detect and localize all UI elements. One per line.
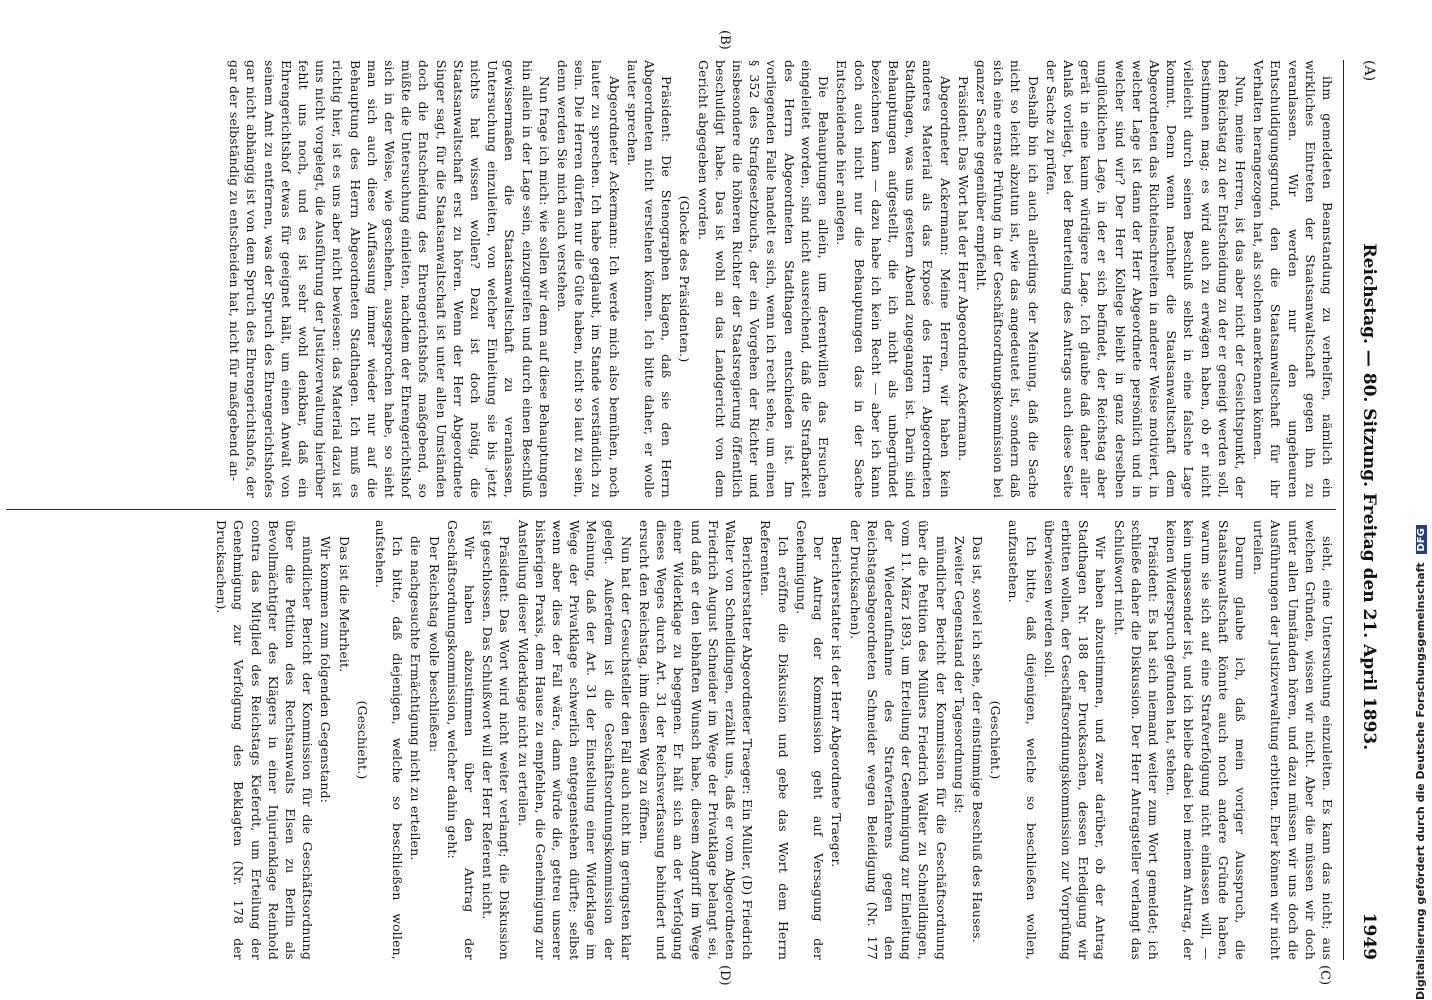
paragraph: Nun hat der Gesuchsteller den Fall auch nicht im geringsten klar gelegt. Außerdem ist die Geschäftsordnungskommission der Meinung, daß der Art. 31 der Einstellung einer Widerklage im Wege der Privatklage schwerlich entgegenstehen dürfte; selbst wenn aber dies der Fall wäre, dann würde die, getreu unserer bisherigen Praxis, dem Hause zu empfehlen, die Genehmigung zur Anstellung dieser Widerklage nicht zu erteilen. [515,520,634,960]
paragraph: Zweiter Gegenstand der Tagesordnung ist: [951,536,967,814]
paragraph: Abgeordneter Ackermann: Meine Herren, wir haben kein anderes Material als das Exposé des Herrn Abgeordneten Stadthagen, was uns gestern Abend zugegangen ist. Darin sind Behauptungen aufgestellt, die ich nicht als unbegründet bezeichnen kann — dazu habe ich kein Recht — aber ich kann doch auch nicht nur die Behauptungen das in der Sache Entscheidende hier anlegen. [834,60,953,498]
footer-text: Digitalisierung gefördert durch die Deutsche Forschungsgemeinschaft [1414,562,1427,1000]
footer-strip [1412,0,1432,1000]
margin-marker-c: (C) [1317,965,1332,986]
paragraph: Ich eröffne die Diskussion und gebe das Wort dem Herrn Referenten. [758,520,791,960]
paragraph: Die Behauptungen allein, um derentwillen das Ersuchen eingeleitet worden, sind nicht ausreichend, daß die Strafbarkeit des Herrn Abgeordneten Stadthagen entschieden ist. Im vorliegenden Falle handelt es sich, wenn ich recht sehe, um einen § 352 des Strafgesetzbuchs, der ein Vorgehen der Richter und insbesondere die höheren Richter der Staatsregierung öffentlich beschuldigt habe. Das ist wohl an das Landgericht von dem Gericht abgegeben worden. [695,60,832,498]
dfg-logo: DFG [1416,525,1427,554]
paragraph: Wir haben abzustimmen über den Antrag der Geschäftsordnungskommission, welcher dahin geht: [444,520,478,960]
paragraph: Ich bitte, daß diejenigen, welche so beschließen wollen, aufzustehen. [1006,520,1039,960]
paragraph: Präsident: Das Wort hat der Herr Abgeordnete Ackermann. [955,76,971,462]
paragraph: mündlicher Bericht der Kommission für die Geschäftsordnung über die Petition des Rechtsanwalts Elsen zu Berlin als Bevollmächtigter des Klägers in einer Injurienklage Reinhold contra das Mitglied des Reichstags Kieferdt, um Erteilung der Genehmigung zur Verfolgung des Beklagten (Nr. 178 der Drucksachen). [214,520,316,960]
paragraph: Deshalb bin ich auch allerdings der Meinung, daß die Sache nicht so leicht abzutun ist, wie das angedeutet ist, sondern daß sich eine ernste Prüfung in der Geschäftsordnungskommission bei ganzer Sache gegenüber empfiehlt. [973,60,1041,498]
paragraph: sieht, eine Untersuchung einzuleiten. Es kann das nicht; aus welchen Gründen, wissen wir nicht. Aber die müssen wir doch unter allen Umständen hören, und dazu müssen wir uns doch die Ausführungen der Justizverwaltung erbitten. Eher können wir nicht urteilen. [1251,520,1335,960]
paragraph: Berichterstatter ist der Herr Abgeordnete Traeger. [829,536,845,868]
page-title: Reichstag. — 80. Sitzung. Freitag den 21. April 1893. [1359,243,1379,751]
paragraph: (Geschieht.) [988,700,1004,780]
paragraph: Abgeordneter Ackermann: Ich werde mich also bemühen, noch lauter zu sprechen. Ich habe geglaubt, im Stande verständlich zu sein. Die Herren dürfen nur die Güte haben, nicht so laut zu sein, denn werden Sie mich auch verstehen. [555,60,622,498]
paragraph: Darum glaube ich, daß mein voriger Ausspruch, die Staatsanwaltschaft könnte auch noch andere Gründe haben, warum sie sich auf eine Strafverfolgung nicht einlassen will, — kein unpassender ist, und ich bleibe dabei bei meinem Antrag, der keinen Widerspruch gefunden hat, stehen. [1164,520,1248,960]
paragraph: Wir kommen zum folgenden Gegenstand: [318,536,334,804]
margin-marker-d: (D) [717,965,732,986]
paragraph: Das ist die Mehrheit. [336,536,352,673]
left-text-column [6,60,1336,498]
paragraph: (Glocke des Präsidenten.) [677,195,693,363]
header-rule [1343,60,1344,960]
paragraph: Präsident: Es hat sich niemand weiter zum Wort gemeldet; ich schließe daher die Diskussion. Der Herr Antragsteller verlangt das Schlußwort nicht. [1111,520,1161,960]
paragraph: Nun frage ich mich: wie sollen wir denn auf diese Behauptungen hin allein in der Lage sein, einzugreifen und durch einen Beschluß gewissermaßen die Staatsanwaltschaft zu veranlassen, Untersuchung einzuleiten, von welcher Einleitung sie bis jetzt nichts hat wissen wollen? Dazu ist doch nötig, die Staatsanwaltschaft erst zu hören. Wenn der Herr Abgeordnete Singer sagt, für die Staatsanwaltschaft ist unter allen Umständen doch die Entscheidung des Ehrengerichtshofs maßgebend, so müßte die Untersuchung einleiten, nachdem der Ehrengerichtshof sich in der Weise, wie geschehen, ausgesprochen habe, so sieht man sich auch diese Auffassung immer wieder nur auf die Behauptung des Herrn Abgeordneten Stadthagen. Ich muß es richtig hier, ist es uns aber nicht bewiesen: das Material dazu ist uns nicht vorgelegt, die Ausführung der Justizverwaltung hierüber fehlt uns noch, und es ist sehr wohl denkbar, daß ein Ehrengerichtshof etwas für geeignet hält, um einen Anwalt von seinem Amt zu entfernen, was der Spruch des Ehrengerichtshofes gar nicht abhängig ist von dem Spruch des Ehrengerichtshofs, der gar der selbständig zu entscheiden hat, nicht für maßgebend an- [227,60,552,498]
paragraph: Berichterstatter Abgeordneter Traeger: Ein Müller, (D) Friedrich Walter von Schnelldingen, erzählt uns, daß er vom Abgeordneten Friedrich August Schneider im Wege der Privatklage belangt sei, und daß er den lebhaften Wunsch habe, diesem Angriff im Wege einer Widerklage zu begegnen. Er hält sich an der Verfolgung dieses Weges durch Art. 31 der Reichsverfassung behindert und ersucht den Reichstag, ihm diesen Weg zu öffnen. [637,520,756,960]
paragraph: Präsident: Die Stenographen klagen, daß sie den Herrn Abgeordneten nicht verstehen können. Ich bitte daher, er wolle lauter sprechen. [624,60,675,498]
paragraph: mündlicher Bericht der Kommission für die Geschäftsordnung über die Petition des Müllers Friedrich Walter zu Schnelldingen, vom 11. März 1893, um Erteilung der Genehmigung zur Einleitung der Wiederaufnahme des Strafverfahrens gegen den Reichstagsabgeordneten Schneider wegen Beleidigung (Nr. 177 der Drucksachen). [847,520,949,960]
paragraph: Nun, meine Herren, ist das aber nicht der Gesichtspunkt, der den Reichstag zu der Entscheidung zu der er geneigt werden soll, bestimmen mag; es wird auch zu erwägen haben, ob er nicht vielleicht durch seinen Beschluß selbst in eine falsche Lage kommt. Denn wenn nachher die Staatsanwaltschaft dem Abgeordneten das Richteinschreiten in anderer Weise motiviert, in welcher Lage ist dann der Herr Abgeordnete persönlich und in welcher sind wir? Der Herr Kollege bleibt in ganz derselben unglücklichen Lage, in der er sich befindet, der Reichstag aber gerät in eine kaum würdigere Lage. Ich glaube daß daher aller Anlaß vorliegt, bei der Beurteilung des Antrags auch diese Seite der Sache zu prüfen. [1043,60,1248,498]
page-number: 1949 [1359,912,1379,960]
page-header [1354,60,1384,960]
paragraph: Der Reichstag wolle beschließen: [426,536,442,753]
paragraph: Das ist, soviel ich sehe, der einstimmige Beschluß des Hauses. [969,536,985,943]
paragraph: Der Antrag der Kommission geht auf Versagung der Genehmigung. [793,520,827,960]
paragraph: die nachgesuchte Ermächtigung nicht zu erteilen. [408,536,424,861]
paragraph: Wir haben abzustimmen, und zwar darüber, ob der Antrag Stadthagen Nr. 188 der Drucksachen, dessen Erledigung wir erbitten wollen, der Geschäftsordnungskommission zur Vorprüfung überwiesen werden soll. [1041,520,1109,960]
margin-marker-b: (B) [717,30,732,50]
paragraph: (Geschieht.) [354,700,370,780]
right-text-column [6,520,1336,960]
column-divider [6,509,1336,510]
paragraph: Ich bitte, daß diejenigen, welche so beschließen wollen, aufstehen. [373,520,406,960]
paragraph: ihm gemeldeten Beanstandung zu verhelfen, nämlich ein wirkliches Eintreten der Staatsanwaltschaft gegen ihn zu veranlassen. Wir werden nur den ungeheuren Entschuldigungsgrund, den die Staatsanwaltschaft für ihr Verhalten herangezogen hat, als solchen anerkennen können. [1251,60,1335,498]
margin-marker-a: (A) [1361,60,1377,82]
paragraph: Präsident: Das Wort wird nicht weiter verlangt; die Diskussion ist geschlossen. Das Schlußwort will der Herr Referent nicht. [480,520,513,960]
